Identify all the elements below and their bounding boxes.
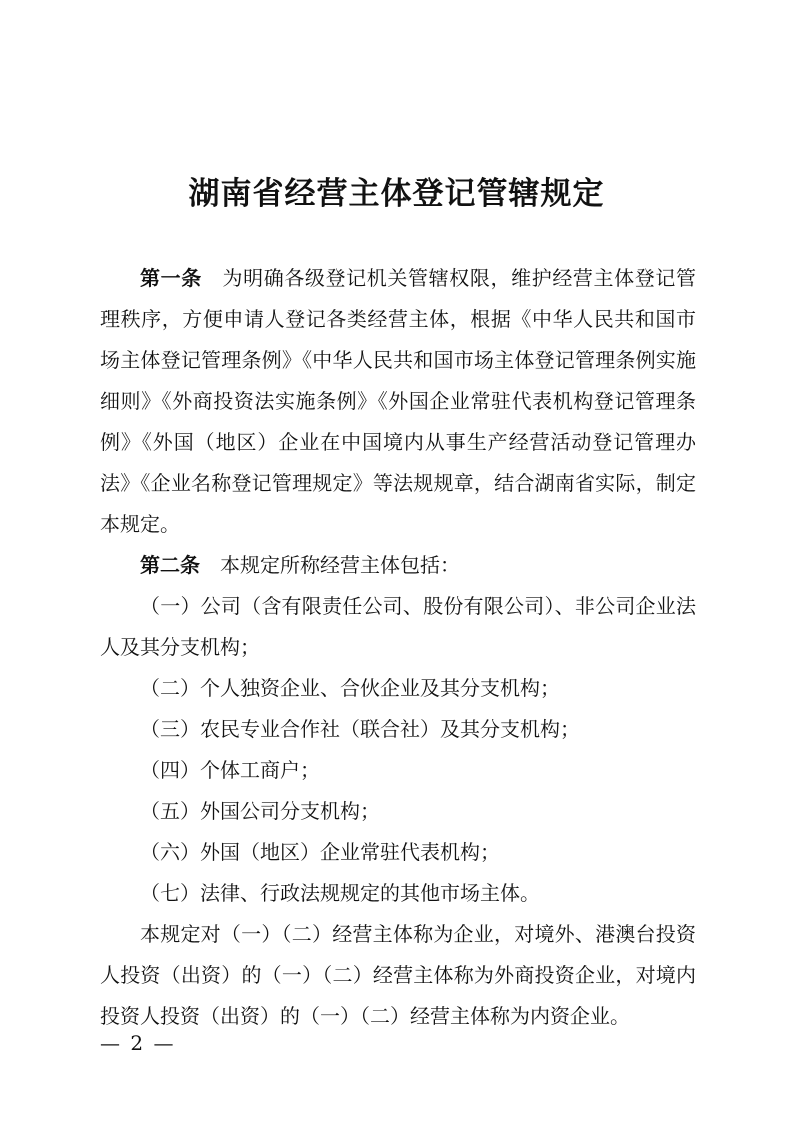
page-number: — 2 — [100, 1031, 176, 1055]
article-1-text: 为明确各级登记机关管辖权限，维护经营主体登记管理秩序，方便申请人登记各类经营主体，根据《中华人民共和国市场主体登记管理条例》《中华人民共和国市场主体登记管理条例实施细则》《外商投资法实施条例》《外国企业常驻代表机构登记管理条例》《外国（地区）企业在中国境内从事生产经营活动登记管理办法》《企业名称登记管理规定》等法规规章，结合湖南省实际，制定本规定。 [100, 266, 697, 536]
list-item: （四）个体工商户； [140, 758, 320, 782]
document-title: 湖南省经营主体登记管辖规定 [188, 176, 605, 212]
article-1-label: 第一条 [140, 266, 202, 290]
article-2-label: 第二条 [140, 553, 200, 577]
document-body [100, 258, 696, 1037]
list-item: （三）农民专业合作社（联合社）及其分支机构； [140, 717, 580, 741]
article-2-paragraph [100, 545, 696, 586]
list-item: （五）外国公司分支机构； [140, 799, 380, 823]
list-item: （七）法律、行政法规规定的其他市场主体。 [140, 881, 540, 905]
list-item: （二）个人独资企业、合伙企业及其分支机构； [140, 676, 560, 700]
article-2-closing-paragraph: 本规定对（一）（二）经营主体称为企业，对境外、港澳台投资人投资（出资）的（一）（二）经营主体称为外商投资企业，对境内投资人投资（出资）的（一）（二）经营主体称为内资企业。 [100, 922, 696, 1028]
article-2-text: 本规定所称经营主体包括： [220, 553, 460, 577]
article-1-paragraph [100, 258, 696, 545]
list-item: （六）外国（地区）企业常驻代表机构； [140, 840, 500, 864]
list-item: （一）公司（含有限责任公司、股份有限公司）、非公司企业法人及其分支机构； [100, 594, 696, 659]
